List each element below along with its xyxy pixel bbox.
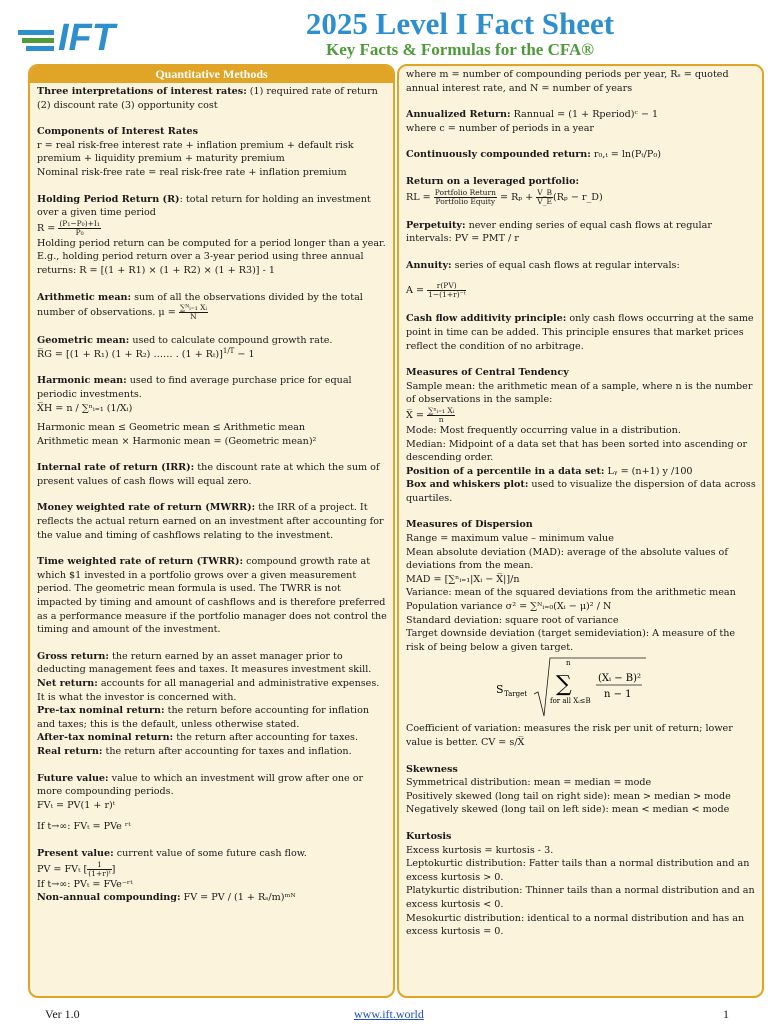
svg-text:(Xᵢ − B)²: (Xᵢ − B)² <box>598 673 642 685</box>
page-title: 2025 Level I Fact Sheet <box>305 6 615 41</box>
svg-text:∑: ∑ <box>556 672 572 698</box>
svg-text:n: n <box>566 659 571 668</box>
version-label: Ver 1.0 <box>45 1007 80 1021</box>
components-block: Components of Interest Rates r = real risk-free interest rate + inflation premium + default risk premium + liquidity premium + maturity premium Nominal risk-free rate = real risk-free rate + inflation premium <box>37 126 354 178</box>
ift-logo <box>18 14 158 54</box>
arithmetic-mean-block: Arithmetic mean: sum of all the observations divided by the total number of observations. μ = $\frac{\text{∑ᴺᵢ₌₁ Xᵢ}}{N}$ <box>37 291 363 322</box>
quant-methods-panel-continued <box>397 64 764 998</box>
section-header: Quantitative Methods <box>30 66 393 83</box>
continuous-return-block: Continuously compounded return: r₀,ₜ = ln(Pₜ/P₀) <box>406 149 661 161</box>
page-number: 1 <box>723 1007 729 1021</box>
central-tendency-block: Measures of Central Tendency Sample mean: the arithmetic mean of a sample, where n is the number of observations in the sample: X̅ = $\frac{\text{∑ⁿᵢ₌₁ Xᵢ}}{n}$ Mode: Most frequently occurring value in a distribution. Median: Midpoint of a data set that has been sorted into ascending or descending order. Position of a percentile in a data set: Lᵧ = (n+1) y /100 Box and whiskers plot: used to visualize the dispersion of data across quartiles. <box>406 367 756 504</box>
kurtosis-block: Kurtosis Excess kurtosis = kurtosis - 3. Leptokurtic distribution: Fatter tails than a normal distribution and an excess kurtosis > 0. Platykurtic distribution: Thinner tails than a normal distribution and an excess kurtosis < 0. Mesokurtic distribution: identical to a normal distribution and has an excess kurtosis = 0. <box>406 830 755 938</box>
returns-block: Gross return: the return earned by an asset manager prior to deducting management fees and taxes. It measures investment skill. Net return: accounts for all managerial and administrative expenses. It is what the investor is concerned with. Pre-tax nominal return: the return before accounting for inflation and taxes; this is the default, unless otherwise stated. After-tax nominal return: the return after accounting for taxes. Real return: the return after accounting for taxes and inflation. <box>37 650 380 757</box>
interest-rates-block: Three interpretations of interest rates: (1) required rate of return (2) discount rate (3) opportunity cost <box>37 86 378 111</box>
geometric-mean-block: Geometric mean: used to calculate compound growth rate. R̅G = [(1 + R₁) (1 + R₂) …… . (1 + Rₜ)]$^{1/T}$ − 1 <box>37 335 333 360</box>
mwrr-block: Money weighted rate of return (MWRR): the IRR of a project. It reflects the actual return earned on an investment after accounting for the value and timing of cashflows relating to the investment. <box>37 502 384 541</box>
annualized-return-block: Annualized Return: Rannual = (1 + Rperiod)ᶜ − 1 where c = number of periods in a year <box>406 109 659 134</box>
skewness-block: Skewness Symmetrical distribution: mean = median = mode Positively skewed (long tail on right side): mean > median > mode Negatively skewed (long tail on left side): mean < median < mode <box>406 763 731 816</box>
leveraged-return-block: Return on a leveraged portfolio: RL = $\frac{\text{Portfolio Return}}{\text{Portfolio Equity}}$ = Rₚ + $\frac{V\_B}{V\_E}$ (Rₚ − r_D) <box>406 175 603 206</box>
dispersion-block: Measures of Dispersion Range = maximum value – minimum value Mean absolute deviation (MAD): average of the absolute values of deviations from the mean. MAD = [∑ⁿᵢ₌₁|Xᵢ − X̅|]/n Variance: mean of the squared deviations from the arithmetic mean Population variance σ² = ∑ᴺᵢ₌₀(Xᵢ − μ)² / N Standard deviation: square root of variance Target downside deviation (target semideviation): A measure of the risk of being below a given target. S Target n ∑ for all Xᵢ≤B (Xᵢ − B)² n − 1 Coefficient of variation: measures the risk per unit of return; lower value is better. CV = s/X̅ <box>406 518 756 749</box>
svg-text:S: S <box>496 683 504 697</box>
hpr-block: Holding Period Return (R): total return for holding an investment over a given time period R = $\frac{\text{(P₁−P₀)+I₁}}{\text{P₀}}$ Holding period return can be computed for a period longer than a year. E.g., holding period return over a 3-year period using three annual returns: R = [(1 + R1) × (1 + R2) × (1 + R3)] - 1 <box>37 193 386 276</box>
non-annual-continued: where m = number of compounding periods per year, Rₛ = quoted annual interest rate, and N = number of years <box>406 69 729 94</box>
future-value-block: Future value: value to which an investment will grow after one or more compounding periods. FVₜ = PV(1 + r)ᵗ If t→∞: FVₜ = PVe ʳᵗ <box>37 772 364 833</box>
cash-flow-additivity-block: Cash flow additivity principle: only cash flows occurring at the same point in time can be added. This principle ensures that market prices reflect the condition of no arbitrage. <box>406 313 754 352</box>
svg-text:for all Xᵢ≤B: for all Xᵢ≤B <box>550 697 591 706</box>
quant-methods-panel <box>28 64 395 998</box>
page-subtitle: Key Facts & Formulas for the CFA® <box>326 40 594 59</box>
target-semideviation-formula <box>406 654 760 722</box>
logo-text: IFT <box>58 17 115 54</box>
website-link[interactable]: www.ift.world <box>354 1007 424 1021</box>
perpetuity-block: Perpetuity: never ending series of equal cash flows at regular intervals: PV = PMT / r <box>406 219 712 245</box>
irr-block: Internal rate of return (IRR): the discount rate at which the sum of present values of cash flows will equal zero. <box>37 462 380 487</box>
harmonic-mean-block: Harmonic mean: used to find average purchase price for equal periodic investments. X̅H = n / ∑ⁿᵢ₌₁ (1/Xᵢ) Harmonic mean ≤ Geometric mean ≤ Arithmetic mean Arithmetic mean × Harmonic mean = (Geometric mean)² <box>37 375 352 447</box>
svg-text:n − 1: n − 1 <box>604 689 632 701</box>
present-value-block: Present value: current value of some future cash flow. PV = FVₜ [ $\frac{1}{\text{(1+r)ᵗ}}$ ] If t→∞: PVₜ = FVe⁻ʳᵗ Non-annual compounding: FV = PV / (1 + Rₛ/m)ᵐᴺ <box>37 847 307 904</box>
annuity-block: Annuity: series of equal cash flows at regular intervals: A = $\frac{r(PV)}{\text{1−(1+r)⁻ᵗ}}$ <box>406 259 680 300</box>
twrr-block: Time weighted rate of return (TWRR): compound growth rate at which $1 invested in a portfolio grows over a given measurement period. The geometric mean formula is used. The TWRR is not impacted by timing and amount of cashflows and is therefore preferred as a performance measure if the portfolio manager does not control the timing and amount of the investment. <box>37 556 387 636</box>
svg-text:Target: Target <box>504 690 528 699</box>
